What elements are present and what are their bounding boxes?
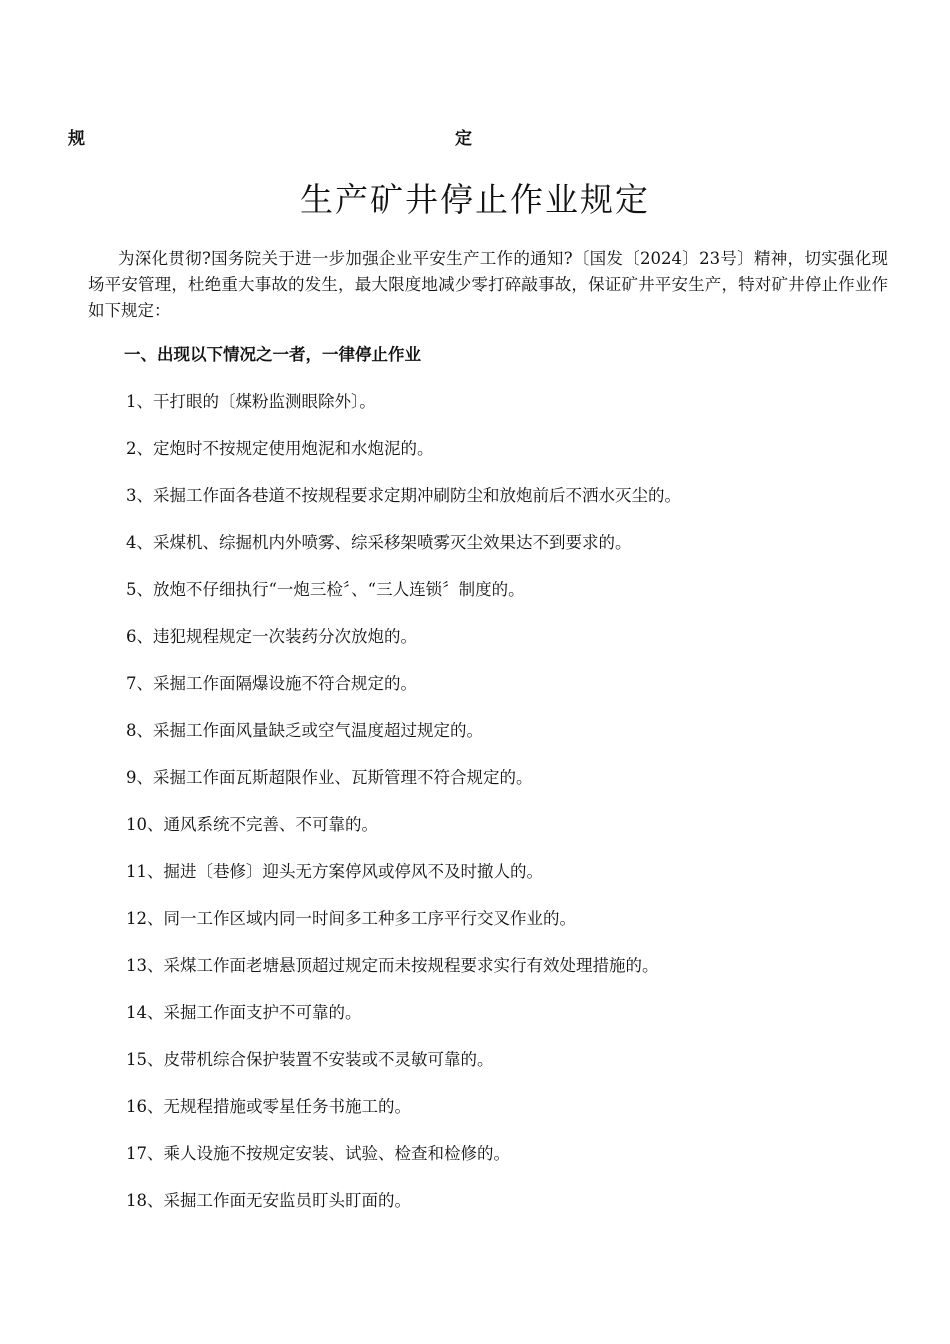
list-item: 17、乘人设施不按规定安装、试验、检查和检修的。 <box>126 1144 510 1163</box>
list-item: 15、皮带机综合保护装置不安装或不灵敏可靠的。 <box>126 1050 494 1069</box>
list-item: 6、违犯规程规定一次装药分次放炮的。 <box>126 627 417 646</box>
list-item: 10、通风系统不完善、不可靠的。 <box>126 815 378 834</box>
intro-paragraph: 为深化贯彻?国务院关于进一步加强企业平安生产工作的通知?〔国发〔2024〕23号〕精神，切实强化现场平安管理，杜绝重大事故的发生，最大限度地减少零打碎敲事故，保证矿井平安生产，特对矿井停止作业作如下规定： <box>88 249 888 320</box>
list-item: 11、掘进〔巷修〕迎头无方案停风或停风不及时撤人的。 <box>126 862 543 881</box>
document-title: 生产矿井停止作业规定 <box>300 180 650 219</box>
list-item: 3、采掘工作面各巷道不按规程要求定期冲刷防尘和放炮前后不洒水灭尘的。 <box>126 486 681 505</box>
list-item: 9、采掘工作面瓦斯超限作业、瓦斯管理不符合规定的。 <box>126 768 533 787</box>
rule-list <box>126 390 681 1236</box>
list-item: 18、采掘工作面无安监员盯头盯面的。 <box>126 1191 411 1210</box>
list-item: 4、采煤机、综掘机内外喷雾、综采移架喷雾灭尘效果达不到要求的。 <box>126 533 632 552</box>
header-left-text: 规 <box>68 129 85 149</box>
list-item: 5、放炮不仔细执行“一炮三检〞、“三人连锁〞制度的。 <box>126 580 525 599</box>
list-item: 1、干打眼的〔煤粉监测眼除外〕。 <box>126 392 376 411</box>
section-heading: 一、出现以下情况之一者，一律停止作业 <box>124 345 421 364</box>
list-item: 16、无规程措施或零星任务书施工的。 <box>126 1097 411 1116</box>
list-item: 7、采掘工作面隔爆设施不符合规定的。 <box>126 674 417 693</box>
list-item: 14、采掘工作面支护不可靠的。 <box>126 1003 362 1022</box>
list-item: 13、采煤工作面老塘悬顶超过规定而未按规程要求实行有效处理措施的。 <box>126 956 659 975</box>
header-right-text: 定 <box>455 129 472 149</box>
list-item: 2、定炮时不按规定使用炮泥和水炮泥的。 <box>126 439 434 458</box>
list-item: 8、采掘工作面风量缺乏或空气温度超过规定的。 <box>126 721 483 740</box>
list-item: 12、同一工作区域内同一时间多工种多工序平行交叉作业的。 <box>126 909 576 928</box>
